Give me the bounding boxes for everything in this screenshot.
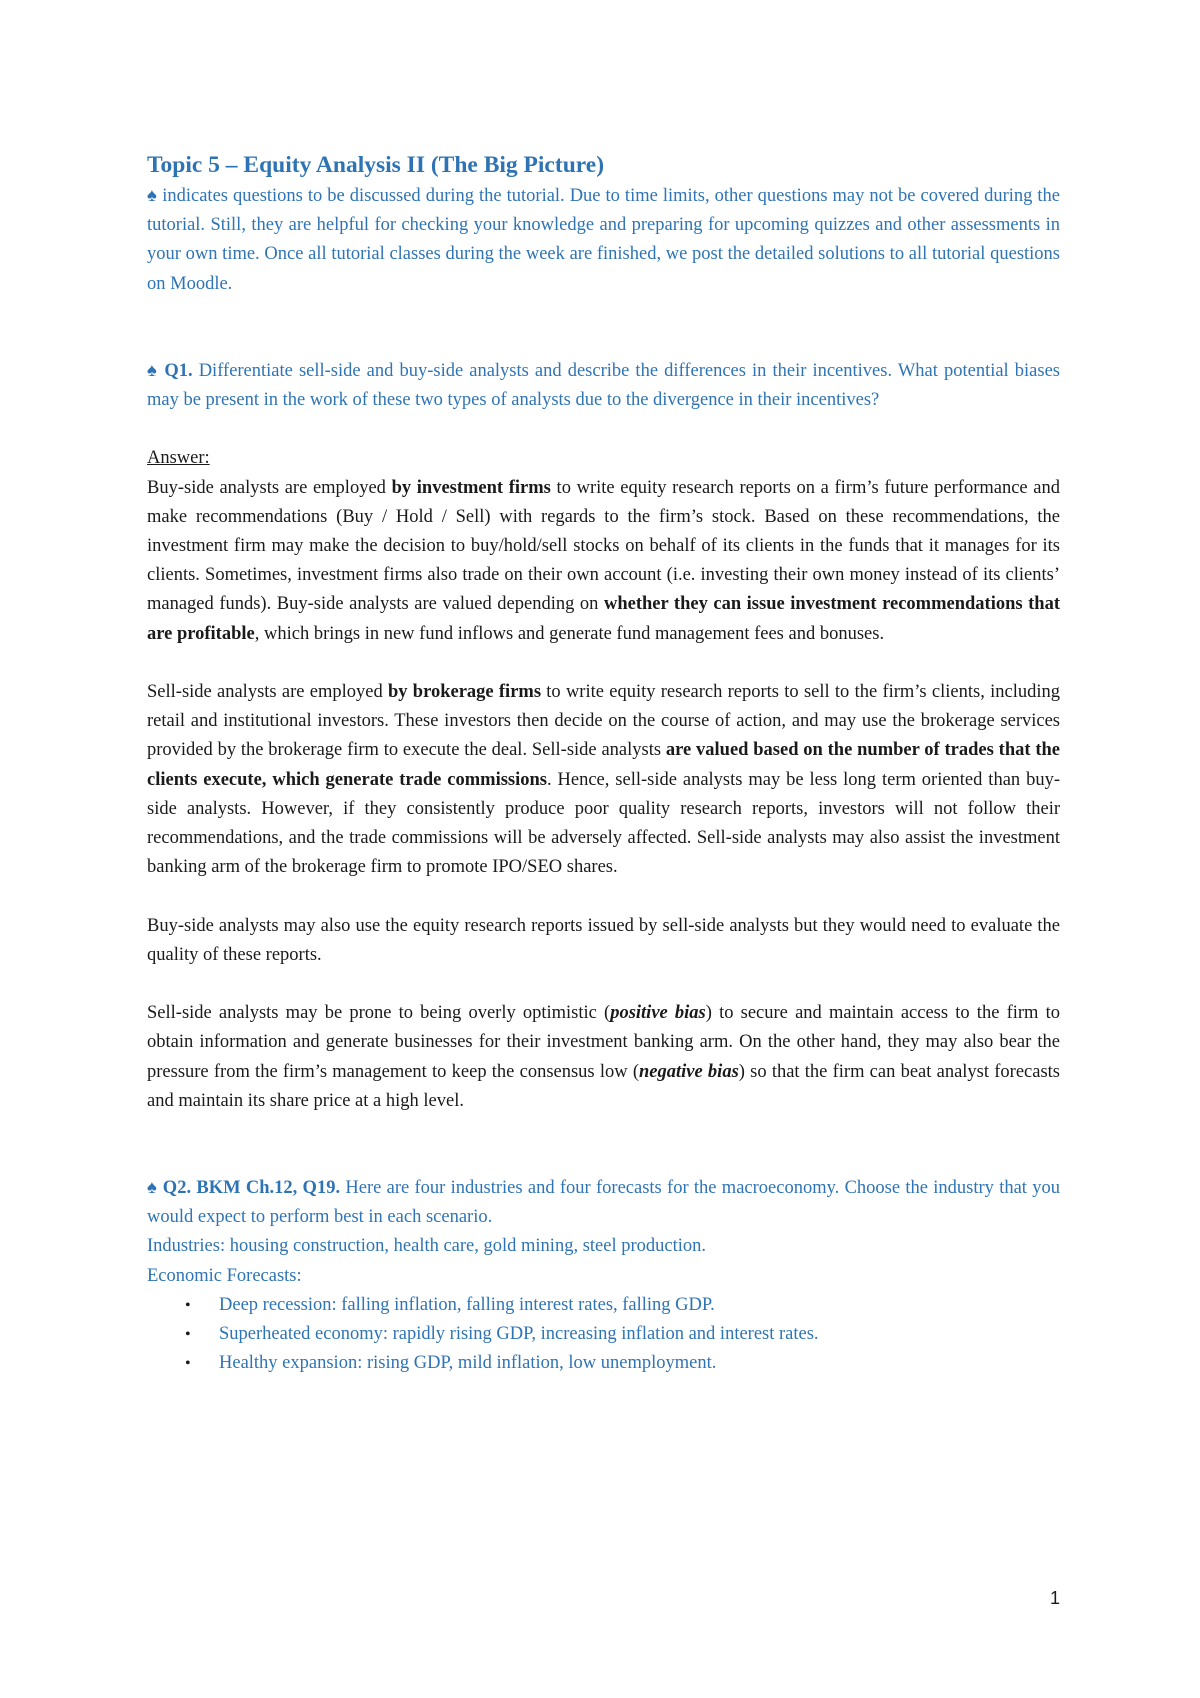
q1-question xyxy=(147,357,1060,415)
intro-paragraph xyxy=(147,182,1060,299)
forecast-text: Healthy expansion: rising GDP, mild inflation, low unemployment. xyxy=(219,1353,717,1374)
page-title: Topic 5 – Equity Analysis II (The Big Picture) xyxy=(147,152,605,178)
answer-label: Answer: xyxy=(147,448,210,469)
text-run: ) so that the firm can beat analyst forecasts and maintain its share price at a high level. xyxy=(147,1061,1060,1111)
text-run: . Hence, sell-side analysts may be less long term oriented than buy-side analysts. However, if they consistently produce poor quality research reports, investors will not follow their recommendations, and the trade commissions will be adversely affected. Sell-side analysts may also assist the investment banking arm of the brokerage firm to promote IPO/SEO shares. xyxy=(147,769,1060,878)
bold-run: by investment firms xyxy=(391,477,551,498)
bold-run: whether they can issue investment recommendations that are profitable xyxy=(147,594,1060,644)
list-item xyxy=(147,1291,1060,1320)
bullet-icon: • xyxy=(185,1326,191,1344)
q2-question xyxy=(147,1174,1060,1232)
bullet-icon: • xyxy=(185,1355,191,1373)
text-run: , which brings in new fund inflows and generate fund management fees and bonuses. xyxy=(254,623,885,644)
spade-icon: ♠ xyxy=(147,186,158,206)
text-run: to write equity research reports to sell to the firm’s clients, including retail and institutional investors. These investors then decide on the course of action, and may use the brokerage services provided by the brokerage firm to execute the deal. Sell-side analysts xyxy=(147,682,1060,761)
bold-italic-run: positive bias xyxy=(610,1003,706,1024)
text-run: ) to secure and maintain access to the firm to obtain information and generate businesses for their investment banking arm. On the other hand, they may also bear the pressure from the firm’s management to keep the consensus low ( xyxy=(147,1003,1060,1082)
forecast-text: Superheated economy: rapidly rising GDP, increasing inflation and interest rates. xyxy=(219,1324,819,1345)
intro-text: indicates questions to be discussed during the tutorial. Due to time limits, other questions may not be covered during the tutorial. Still, they are helpful for checking your knowledge and preparing for upcoming quizzes and other assessments in your own time. Once all tutorial classes during the week are finished, we post the detailed solutions to all tutorial questions on Moodle. xyxy=(147,186,1060,294)
text-run: Sell-side analysts may be prone to being overly optimistic ( xyxy=(147,1003,611,1024)
bold-run: by brokerage firms xyxy=(387,682,542,703)
q2-marker: ♠ Q2. BKM Ch.12, Q19. xyxy=(147,1178,341,1199)
q1-answer-paragraph-1 xyxy=(147,474,1060,649)
answer-label-line xyxy=(147,444,1060,473)
q2-forecasts-label: Economic Forecasts: xyxy=(147,1265,302,1286)
list-item xyxy=(147,1320,1060,1349)
q2-industries: Industries: housing construction, health care, gold mining, steel production. xyxy=(147,1236,707,1257)
bold-run: are valued based on the number of trades that the clients execute, which generate trade commissions xyxy=(147,740,1060,790)
list-item xyxy=(147,1349,1060,1378)
text-run: Sell-side analysts are employed xyxy=(147,682,388,703)
page-content xyxy=(147,148,1060,1378)
forecast-list xyxy=(147,1291,1060,1379)
forecast-text: Deep recession: falling inflation, falling interest rates, falling GDP. xyxy=(219,1294,715,1315)
q1-answer-paragraph-3: Buy-side analysts may also use the equity research reports issued by sell-side analysts but they would need to evaluate the quality of these reports. xyxy=(147,915,1060,965)
page-number: 1 xyxy=(1050,1588,1061,1608)
q1-answer-paragraph-2 xyxy=(147,678,1060,882)
bold-italic-run: negative bias xyxy=(639,1061,739,1082)
q1-answer-paragraph-4 xyxy=(147,999,1060,1116)
text-run: to write equity research reports on a firm’s future performance and make recommendations (Buy / Hold / Sell) with regards to the firm’s stock. Based on these recommendations, the investment firm may make the decision to buy/hold/sell stocks on behalf of its clients in the funds that it manages for its clients. Sometimes, investment firms also trade on their own account (i.e. investing their own money instead of its clients’ managed funds). Buy-side analysts are valued depending on xyxy=(147,477,1061,615)
text-run: Buy-side analysts are employed xyxy=(147,477,392,498)
q1-marker: ♠ Q1. xyxy=(147,360,193,381)
bullet-icon: • xyxy=(185,1296,191,1314)
q1-text: Differentiate sell-side and buy-side analysts and describe the differences in their incentives. What potential biases may be present in the work of these two types of analysts due to the divergence in their incentives? xyxy=(147,360,1060,411)
q2-text: Here are four industries and four forecasts for the macroeconomy. Choose the industry that you would expect to perform best in each scenario. xyxy=(147,1178,1060,1228)
